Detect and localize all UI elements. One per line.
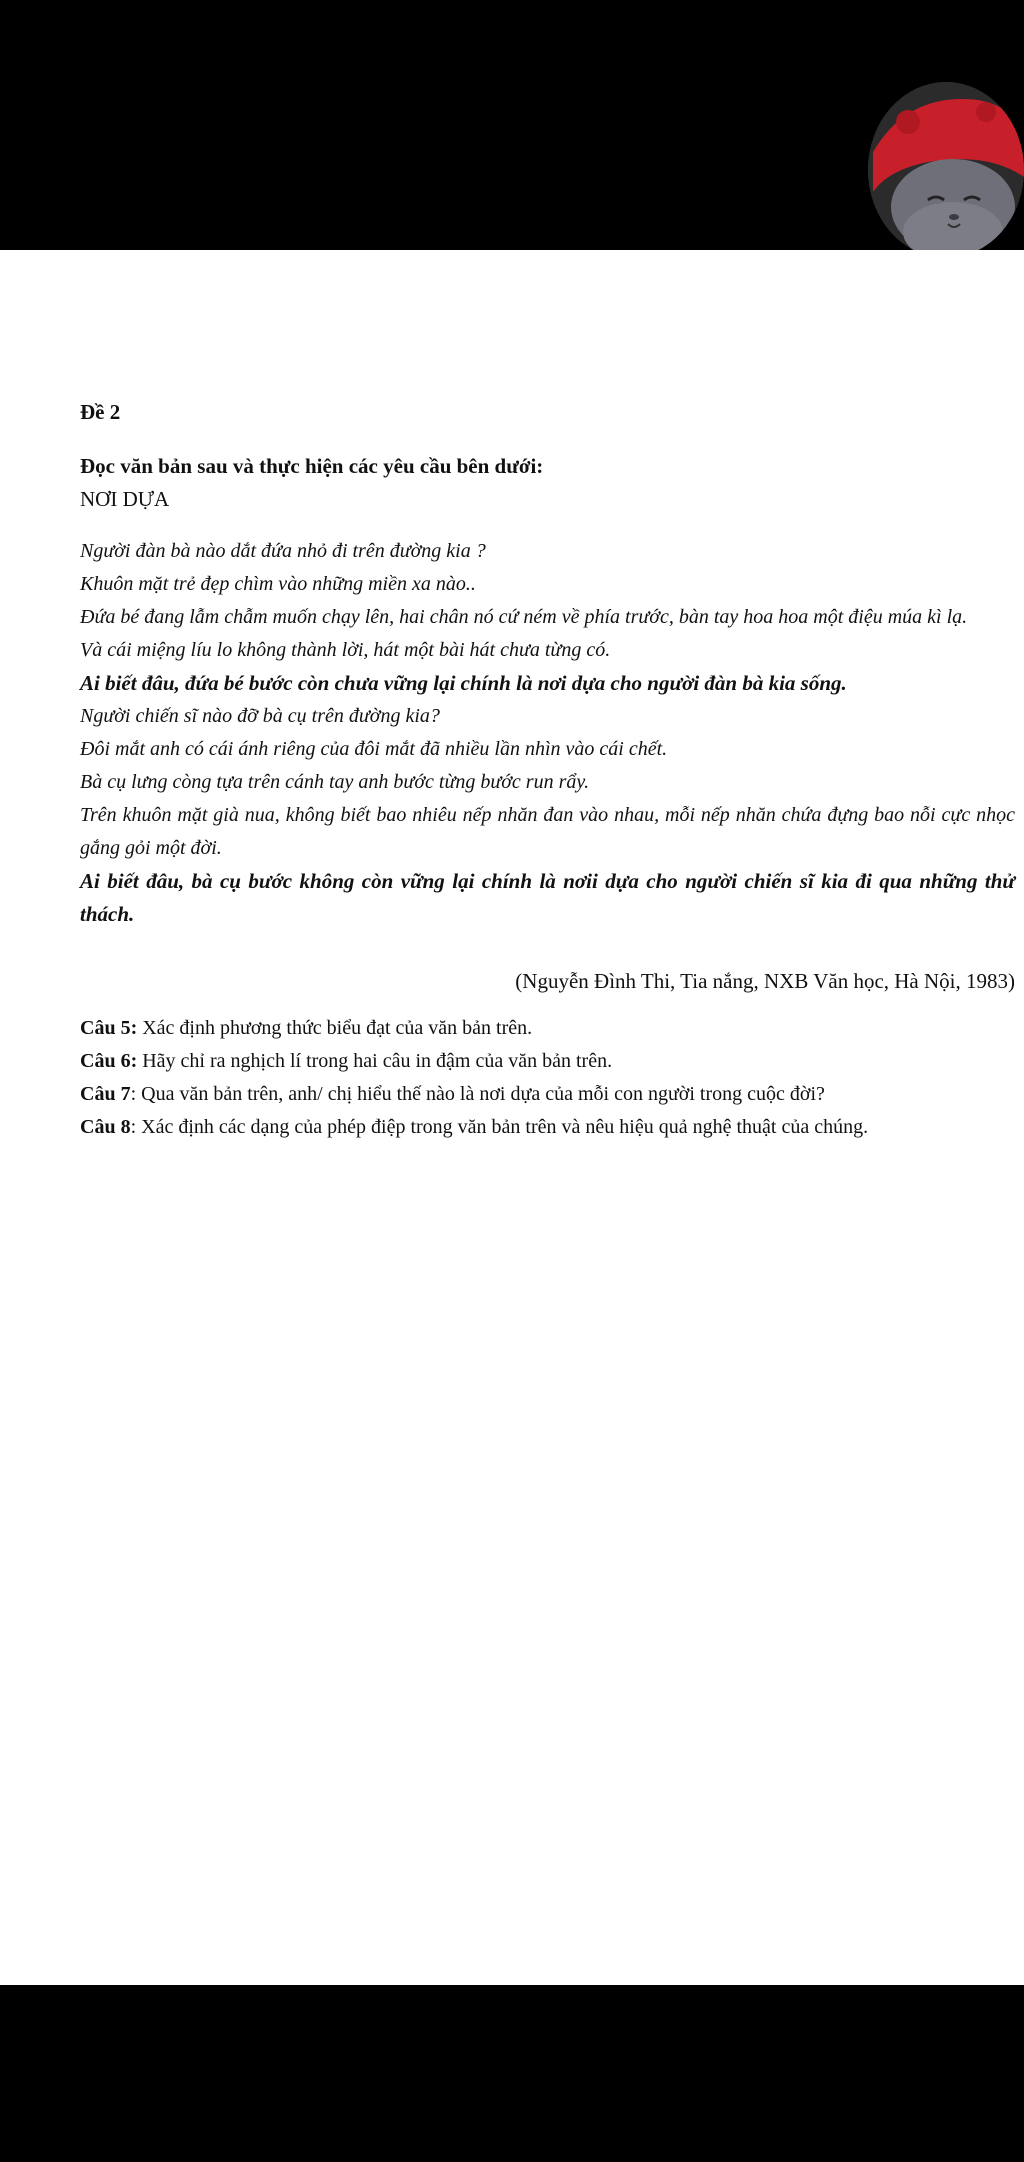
poem-title: NƠI DỰA	[80, 487, 170, 511]
poem-line: Khuôn mặt trẻ đẹp chìm vào những miền xa nào..	[80, 573, 476, 595]
poem-line: Và cái miệng líu lo không thành lời, hát một bài hát chưa từng có.	[80, 639, 611, 661]
poem-body	[80, 535, 1015, 931]
question-text: : Xác định các dạng của phép điệp trong văn bản trên và nêu hiệu quả nghệ thuật của chúng.	[130, 1116, 869, 1138]
avatar[interactable]	[868, 82, 1024, 258]
poem-line: Trên khuôn mặt già nua, không biết bao nhiêu nếp nhăn đan vào nhau, mỗi nếp nhăn chứa đựng bao nỗi cực nhọc gắng gỏi một đời.	[80, 804, 1015, 859]
question-list	[80, 1012, 1015, 1144]
poem-line: Người đàn bà nào dắt đứa nhỏ đi trên đường kia ?	[80, 540, 486, 562]
poem-line-bold: Ai biết đâu, bà cụ bước không còn vững lại chính là nơii dựa cho người chiến sĩ kia đi qua những thử thách.	[80, 869, 1015, 926]
top-black-bar	[0, 0, 1024, 250]
question-text: Hãy chỉ ra nghịch lí trong hai câu in đậm của văn bản trên.	[137, 1050, 613, 1072]
poem-line-bold: Ai biết đâu, đứa bé bước còn chưa vững lại chính là nơi dựa cho người đàn bà kia sống.	[80, 671, 847, 695]
poem-line: Người chiến sĩ nào đỡ bà cụ trên đường kia?	[80, 705, 440, 727]
cat-avatar-icon	[868, 82, 1024, 258]
question-label: Câu 8	[80, 1116, 131, 1138]
question-text: Xác định phương thức biểu đạt của văn bản trên.	[137, 1017, 533, 1039]
source-citation: (Nguyễn Đình Thi, Tia nắng, NXB Văn học, Hà Nội, 1983)	[515, 969, 1015, 993]
question-label: Câu 6:	[80, 1050, 138, 1072]
exam-heading: Đề 2	[80, 400, 121, 424]
poem-line: Đôi mắt anh có cái ánh riêng của đôi mắt đã nhiều lần nhìn vào cái chết.	[80, 738, 668, 760]
question-item	[80, 1078, 1015, 1111]
instruction-text: Đọc văn bản sau và thực hiện các yêu cầu bên dưới:	[80, 454, 544, 478]
bottom-black-bar	[0, 1985, 1024, 2162]
poem-line: Đứa bé đang lẫm chẫm muốn chạy lên, hai chân nó cứ ném về phía trước, bàn tay hoa hoa một điệu múa kì lạ.	[80, 606, 968, 628]
question-item	[80, 1012, 1015, 1045]
question-label: Câu 7	[80, 1083, 131, 1105]
question-label: Câu 5:	[80, 1017, 138, 1039]
question-item	[80, 1111, 1015, 1144]
document-page	[0, 250, 1024, 1985]
poem-line: Bà cụ lưng còng tựa trên cánh tay anh bước từng bước run rẩy.	[80, 771, 590, 793]
question-item	[80, 1045, 1015, 1078]
question-text: : Qua văn bản trên, anh/ chị hiểu thế nào là nơi dựa của mỗi con người trong cuộc đời?	[130, 1083, 825, 1105]
